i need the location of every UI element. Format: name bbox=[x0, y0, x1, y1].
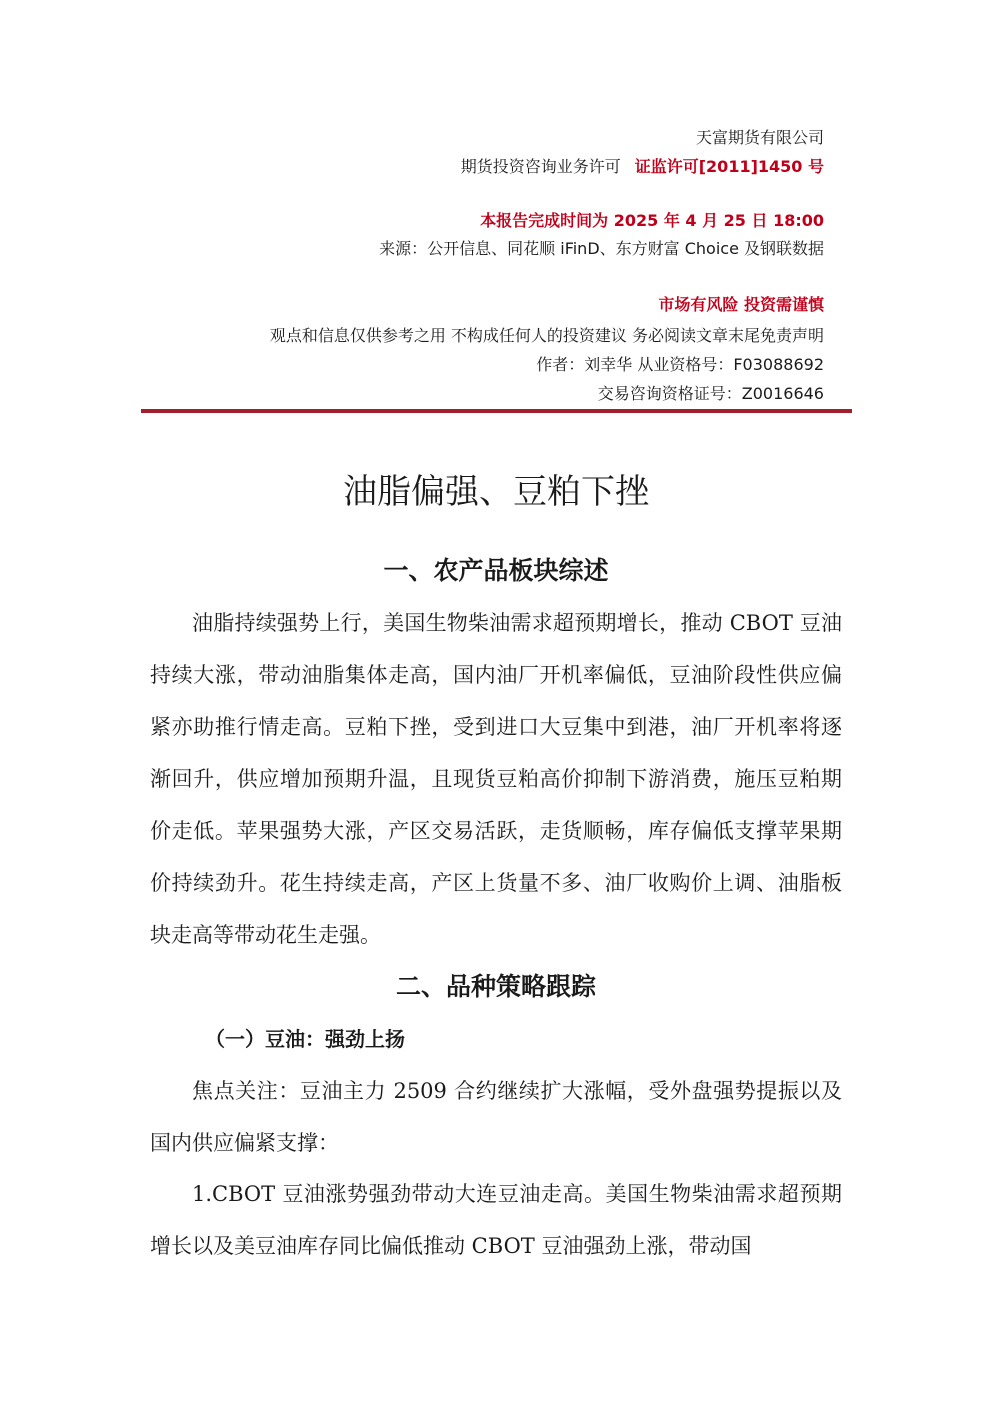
company-name: 天富期货有限公司 bbox=[695, 128, 824, 147]
header-divider bbox=[141, 409, 852, 413]
report-time: 本报告完成时间为 2025 年 4 月 25 日 18:00 bbox=[480, 211, 824, 230]
risk-warning: 市场有风险 投资需谨慎 bbox=[658, 295, 824, 314]
focus-paragraph: 焦点关注：豆油主力 2509 合约继续扩大涨幅，受外盘强势提振以及国内供应偏紧支撑： bbox=[150, 1079, 842, 1155]
data-source: 来源：公开信息、同花顺 iFinD、东方财富 Choice 及钢联数据 bbox=[379, 239, 824, 258]
report-header bbox=[0, 0, 992, 420]
report-title: 油脂偏强、豆粕下挫 bbox=[343, 472, 649, 512]
section-1-body: 油脂持续强势上行，美国生物柴油需求超预期增长，推动 CBOT 豆油持续大涨，带动油脂集体走高，国内油厂开机率偏低，豆油阶段性供应偏紧亦助推行情走高。豆粕下挫，受到进口大豆集中到港，油厂开机率将逐渐回升，供应增加预期升温，且现货豆粕高价抑制下游消费，施压豆粕期价走低。苹果强势大涨，产区交易活跃，走货顺畅，库存偏低支撑苹果期价持续劲升。花生持续走高，产区上货量不多、油厂收购价上调、油脂板块走高等带动花生走强。 bbox=[150, 611, 842, 947]
author-info: 作者：刘幸华 从业资格号：F03088692 bbox=[536, 355, 824, 374]
license-number: 证监许可[2011]1450 号 bbox=[634, 157, 824, 176]
subsection-soybean-oil: （一）豆油：强劲上扬 bbox=[205, 1027, 405, 1051]
license-label: 期货投资咨询业务许可 bbox=[460, 157, 621, 176]
disclaimer: 观点和信息仅供参考之用 不构成任何人的投资建议 务必阅读文章末尾免责声明 bbox=[269, 326, 824, 345]
license-line bbox=[461, 156, 824, 178]
section-2-heading: 二、品种策略跟踪 bbox=[395, 972, 596, 1001]
consult-cert: 交易咨询资格证号：Z0016646 bbox=[597, 384, 824, 403]
section-1-heading: 一、农产品板块综述 bbox=[383, 556, 609, 585]
point-1-paragraph: 1.CBOT 豆油涨势强劲带动大连豆油走高。美国生物柴油需求超预期增长以及美豆油库存同比偏低推动 CBOT 豆油强劲上涨，带动国 bbox=[150, 1182, 842, 1258]
